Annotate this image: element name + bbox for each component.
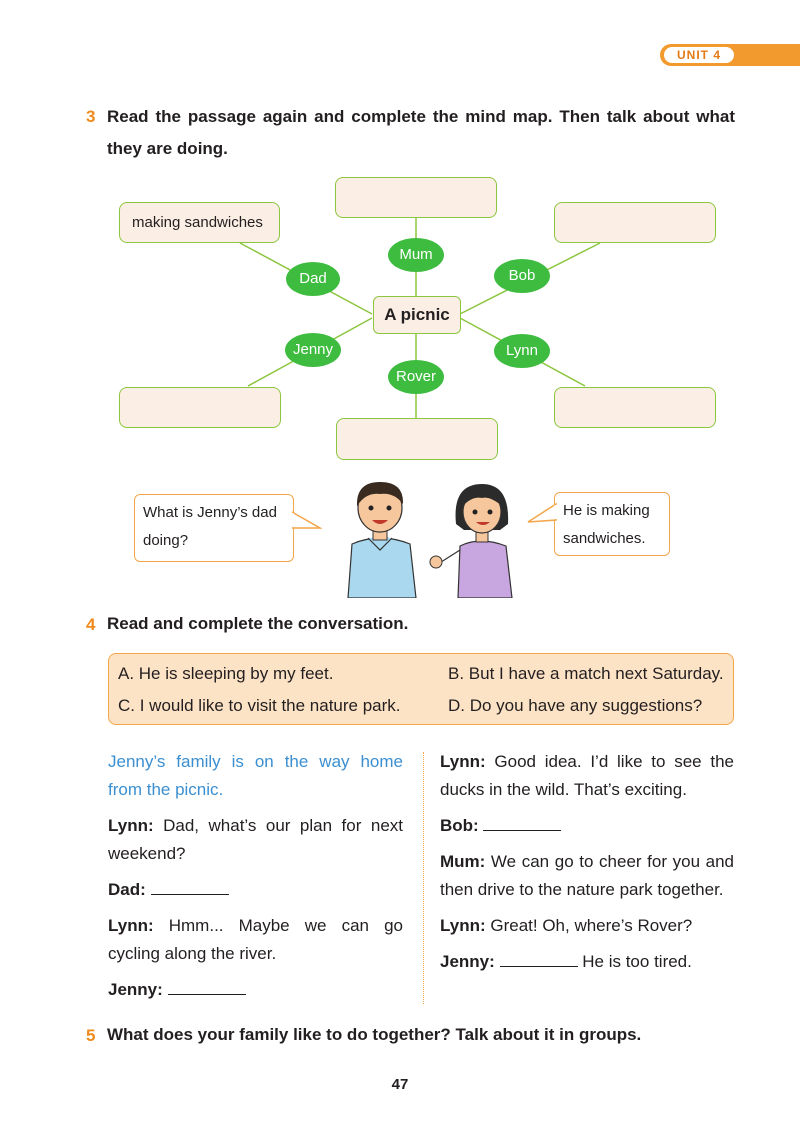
bubble-tail-right bbox=[527, 500, 557, 526]
q5-instruction: What does your family like to do together? Talk about it in groups. bbox=[107, 1025, 642, 1044]
conversation-intro: Jenny’s family is on the way home from the picnic. bbox=[108, 752, 403, 799]
speaker: Lynn: bbox=[440, 916, 486, 935]
q3-instruction-line1: Read the passage again and complete the mind map. Then talk about what bbox=[107, 107, 735, 126]
mindmap-box-lynn[interactable] bbox=[554, 387, 716, 428]
q4-instruction: Read and complete the conversation. bbox=[107, 614, 409, 633]
mindmap-box-dad[interactable] bbox=[119, 202, 280, 243]
mindmap-node-rover: Rover bbox=[388, 360, 444, 394]
conversation-line-mum bbox=[440, 848, 734, 904]
q4-number: 4 bbox=[86, 615, 96, 634]
speaker: Bob: bbox=[440, 816, 479, 835]
page-number: 47 bbox=[391, 1076, 409, 1093]
conversation-line-bob bbox=[440, 812, 734, 840]
answer-blank-dad[interactable] bbox=[151, 880, 229, 895]
line-text: Hmm... Maybe we can go cycling along the river. bbox=[108, 916, 403, 963]
conversation-line-lynn-1 bbox=[108, 812, 403, 868]
mindmap-box-bob[interactable] bbox=[554, 202, 716, 243]
bubble-tail-left bbox=[292, 510, 322, 534]
speaker: Mum: bbox=[440, 852, 486, 871]
answer-blank-jenny-2[interactable] bbox=[500, 952, 578, 967]
option-c: C. I would like to visit the nature park. bbox=[118, 696, 401, 715]
line-text: He is too tired. bbox=[577, 952, 692, 971]
line-text: We can go to cheer for you and then drive to the nature park together. bbox=[440, 852, 734, 899]
mindmap-node-bob: Bob bbox=[494, 259, 550, 293]
mindmap-example-answer: making sandwiches bbox=[132, 214, 263, 231]
speaker: Dad: bbox=[108, 880, 146, 899]
line-text: Dad, what’s our plan for next weekend? bbox=[108, 816, 403, 863]
mindmap-box-jenny[interactable] bbox=[119, 387, 281, 428]
mindmap-box-mum[interactable] bbox=[335, 177, 497, 218]
girl-illustration bbox=[428, 476, 528, 598]
mindmap-box-rover[interactable] bbox=[336, 418, 498, 460]
speaker: Jenny: bbox=[440, 952, 495, 971]
mindmap-center: A picnic bbox=[373, 296, 461, 334]
speaker: Lynn: bbox=[440, 752, 486, 771]
speaker: Jenny: bbox=[108, 980, 163, 999]
speech-bubble-answer: He is making sandwiches. bbox=[554, 492, 670, 556]
q3-instruction-line2: they are doing. bbox=[107, 139, 228, 158]
option-b: B. But I have a match next Saturday. bbox=[448, 664, 724, 683]
conversation-line-lynn-2 bbox=[108, 912, 403, 968]
answer-blank-bob[interactable] bbox=[483, 816, 561, 831]
conversation-line-jenny-2 bbox=[440, 948, 734, 976]
line-text: Good idea. I’d like to see the ducks in the wild. That’s exciting. bbox=[440, 752, 734, 799]
conversation-line-jenny-1 bbox=[108, 976, 403, 1004]
mindmap-node-lynn: Lynn bbox=[494, 334, 550, 368]
boy-illustration bbox=[330, 476, 430, 598]
conversation-line-lynn-3 bbox=[440, 748, 734, 804]
speaker: Lynn: bbox=[108, 816, 154, 835]
option-a: A. He is sleeping by my feet. bbox=[118, 664, 334, 683]
speaker: Lynn: bbox=[108, 916, 154, 935]
conversation-line-lynn-4 bbox=[440, 912, 734, 940]
answer-blank-jenny-1[interactable] bbox=[168, 980, 246, 995]
q5-number: 5 bbox=[86, 1026, 96, 1045]
column-divider bbox=[423, 752, 424, 1004]
conversation-line-dad bbox=[108, 876, 403, 904]
unit-label: UNIT 4 bbox=[664, 47, 734, 63]
q3-number: 3 bbox=[86, 107, 96, 126]
line-text: Great! Oh, where’s Rover? bbox=[485, 916, 693, 935]
option-d: D. Do you have any suggestions? bbox=[448, 696, 703, 715]
mindmap-node-jenny: Jenny bbox=[285, 333, 341, 367]
speech-bubble-question: What is Jenny’s dad doing? bbox=[134, 494, 294, 562]
mindmap-node-dad: Dad bbox=[286, 262, 340, 296]
mindmap-node-mum: Mum bbox=[388, 238, 444, 272]
